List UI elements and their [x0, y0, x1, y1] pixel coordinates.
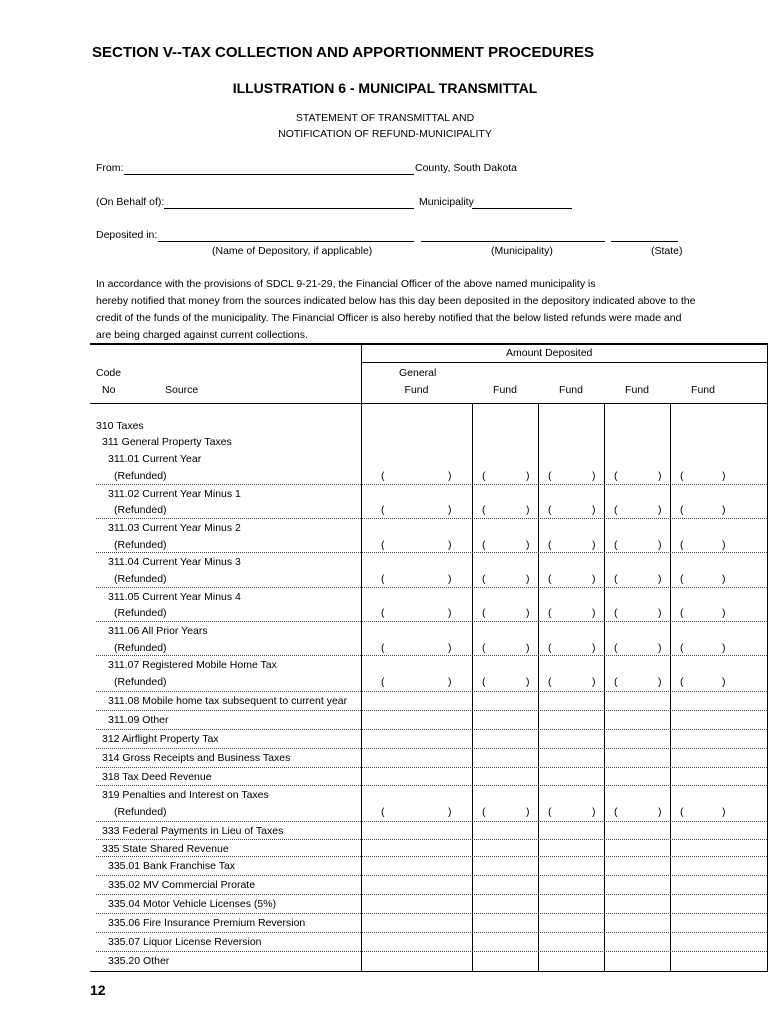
table-row-label: 335.06 Fire Insurance Premium Reversion — [108, 917, 306, 929]
row-rule — [96, 932, 767, 933]
table-row-label: 311.06 All Prior Years — [108, 625, 208, 637]
source-label: Source — [165, 384, 199, 396]
refund-close-paren: ) — [526, 573, 530, 585]
refund-close-paren: ) — [448, 806, 452, 818]
table-bottom-rule — [90, 971, 768, 972]
notification-paragraph — [96, 276, 696, 344]
row-rule — [96, 875, 767, 876]
refund-open-paren: ( — [680, 806, 684, 818]
table-row-label: 310 Taxes — [96, 420, 144, 432]
table-row-label: (Refunded) — [114, 642, 167, 654]
refund-open-paren: ( — [548, 676, 552, 688]
row-rule — [96, 518, 767, 519]
refund-close-paren: ) — [722, 806, 726, 818]
refund-close-paren: ) — [592, 642, 596, 654]
refund-open-paren: ( — [614, 676, 618, 688]
refund-open-paren: ( — [381, 642, 385, 654]
refund-open-paren: ( — [381, 573, 385, 585]
refund-open-paren: ( — [614, 607, 618, 619]
refund-open-paren: ( — [680, 470, 684, 482]
section-title: SECTION V--TAX COLLECTION AND APPORTIONMENT PROCEDURES — [92, 44, 594, 61]
depository-state-field[interactable] — [611, 241, 678, 242]
state-caption: (State) — [651, 245, 683, 257]
row-rule — [96, 587, 767, 588]
refund-close-paren: ) — [526, 676, 530, 688]
refund-close-paren: ) — [448, 470, 452, 482]
amount-deposited-rule — [361, 362, 767, 363]
from-field[interactable] — [124, 174, 414, 175]
refund-close-paren: ) — [526, 539, 530, 551]
paragraph-line: credit of the funds of the municipality. The Financial Officer is also hereby notified that the below listed refunds were made and — [96, 312, 682, 324]
refund-close-paren: ) — [658, 573, 662, 585]
table-row-label: 311.05 Current Year Minus 4 — [108, 591, 241, 603]
refund-close-paren: ) — [592, 504, 596, 516]
refund-close-paren: ) — [722, 539, 726, 551]
table-row-label: 311.03 Current Year Minus 2 — [108, 522, 241, 534]
refund-open-paren: ( — [614, 573, 618, 585]
refund-open-paren: ( — [548, 642, 552, 654]
table-row-label: 311.07 Registered Mobile Home Tax — [108, 659, 277, 671]
page-number: 12 — [90, 982, 106, 998]
column-rule — [538, 403, 539, 971]
municipality-field[interactable] — [472, 208, 572, 209]
refund-open-paren: ( — [680, 607, 684, 619]
column-rule — [604, 403, 605, 971]
column-rule — [670, 403, 671, 971]
county-label: County, South Dakota — [415, 162, 517, 174]
paragraph-line: In accordance with the provisions of SDCL 9-21-29, the Financial Officer of the above named municipality is — [96, 278, 596, 290]
refund-close-paren: ) — [592, 573, 596, 585]
row-rule — [96, 951, 767, 952]
fund-column-label: Fund — [493, 384, 517, 396]
table-row-label: (Refunded) — [114, 470, 167, 482]
row-rule — [96, 655, 767, 656]
refund-close-paren: ) — [592, 676, 596, 688]
refund-open-paren: ( — [548, 504, 552, 516]
table-right-border — [767, 343, 768, 971]
refund-open-paren: ( — [548, 539, 552, 551]
behalf-label: (On Behalf of): — [96, 196, 165, 208]
refund-open-paren: ( — [548, 573, 552, 585]
deposited-label: Deposited in: — [96, 229, 158, 241]
no-label: No — [102, 384, 116, 396]
refund-open-paren: ( — [548, 806, 552, 818]
depository-municipality-field[interactable] — [421, 241, 605, 242]
row-rule — [96, 913, 767, 914]
refund-close-paren: ) — [722, 607, 726, 619]
refund-open-paren: ( — [381, 504, 385, 516]
refund-open-paren: ( — [614, 504, 618, 516]
statement-title-line-1: STATEMENT OF TRANSMITTAL AND — [295, 112, 475, 124]
row-rule — [96, 785, 767, 786]
amount-deposited-label: Amount Deposited — [506, 347, 593, 359]
table-row-label: 335.04 Motor Vehicle Licenses (5%) — [108, 898, 277, 910]
refund-open-paren: ( — [381, 676, 385, 688]
row-rule — [96, 856, 767, 857]
paragraph-line: hereby notified that money from the sources indicated below has this day been deposited in the depository indicated above to the — [96, 295, 696, 307]
refund-close-paren: ) — [526, 607, 530, 619]
row-rule — [96, 621, 767, 622]
table-row-label: (Refunded) — [114, 573, 167, 585]
refund-open-paren: ( — [614, 806, 618, 818]
table-top-rule — [90, 343, 768, 345]
row-rule — [96, 691, 767, 692]
table-row-label: (Refunded) — [114, 607, 167, 619]
statement-title-line-2: NOTIFICATION OF REFUND-MUNICIPALITY — [278, 128, 492, 140]
refund-open-paren: ( — [381, 470, 385, 482]
refund-open-paren: ( — [548, 470, 552, 482]
refund-open-paren: ( — [482, 573, 486, 585]
table-row-label: 311.01 Current Year — [108, 453, 202, 465]
refund-close-paren: ) — [526, 470, 530, 482]
refund-open-paren: ( — [482, 676, 486, 688]
table-row-label: 335.20 Other — [108, 955, 170, 967]
refund-close-paren: ) — [658, 470, 662, 482]
table-row-label: (Refunded) — [114, 504, 167, 516]
refund-close-paren: ) — [592, 806, 596, 818]
refund-open-paren: ( — [482, 470, 486, 482]
row-rule — [96, 821, 767, 822]
refund-close-paren: ) — [448, 642, 452, 654]
refund-close-paren: ) — [722, 470, 726, 482]
refund-open-paren: ( — [614, 470, 618, 482]
general-label: General — [399, 367, 437, 379]
row-rule — [96, 729, 767, 730]
refund-close-paren: ) — [448, 676, 452, 688]
behalf-field[interactable] — [164, 208, 414, 209]
refund-open-paren: ( — [680, 642, 684, 654]
depository-name-field[interactable] — [158, 241, 414, 242]
code-label: Code — [96, 367, 122, 379]
table-row-label: 311.08 Mobile home tax subsequent to current year — [108, 695, 348, 707]
refund-close-paren: ) — [722, 573, 726, 585]
refund-close-paren: ) — [722, 676, 726, 688]
refund-open-paren: ( — [482, 607, 486, 619]
refund-close-paren: ) — [448, 573, 452, 585]
table-row-label: 333 Federal Payments in Lieu of Taxes — [102, 825, 284, 837]
refund-close-paren: ) — [658, 607, 662, 619]
refund-close-paren: ) — [658, 504, 662, 516]
refund-close-paren: ) — [448, 607, 452, 619]
name-depository-caption: (Name of Depository, if applicable) — [212, 245, 373, 257]
municipality-caption: (Municipality) — [491, 245, 553, 257]
table-row-label: (Refunded) — [114, 806, 167, 818]
refund-open-paren: ( — [381, 539, 385, 551]
table-row-label: 335.07 Liquor License Reversion — [108, 936, 262, 948]
row-rule — [96, 839, 767, 840]
refund-open-paren: ( — [381, 607, 385, 619]
refund-close-paren: ) — [722, 504, 726, 516]
refund-open-paren: ( — [482, 539, 486, 551]
refund-close-paren: ) — [526, 504, 530, 516]
table-row-label: 314 Gross Receipts and Business Taxes — [102, 752, 291, 764]
refund-open-paren: ( — [680, 676, 684, 688]
column-rule — [361, 343, 362, 971]
row-rule — [96, 484, 767, 485]
refund-close-paren: ) — [658, 642, 662, 654]
table-row-label: 335 State Shared Revenue — [102, 843, 229, 855]
table-row-label: 311 General Property Taxes — [102, 436, 232, 448]
refund-open-paren: ( — [482, 504, 486, 516]
refund-close-paren: ) — [592, 539, 596, 551]
refund-open-paren: ( — [381, 806, 385, 818]
fund-column-label: Fund — [559, 384, 583, 396]
refund-close-paren: ) — [448, 539, 452, 551]
refund-open-paren: ( — [614, 539, 618, 551]
refund-close-paren: ) — [658, 806, 662, 818]
refund-close-paren: ) — [592, 607, 596, 619]
table-row-label: 311.04 Current Year Minus 3 — [108, 556, 241, 568]
table-row-label: 335.01 Bank Franchise Tax — [108, 860, 236, 872]
row-rule — [96, 552, 767, 553]
row-rule — [96, 767, 767, 768]
table-row-label: (Refunded) — [114, 676, 167, 688]
refund-open-paren: ( — [482, 806, 486, 818]
paragraph-line: are being charged against current collections. — [96, 329, 308, 341]
table-row-label: 312 Airflight Property Tax — [102, 733, 219, 745]
refund-close-paren: ) — [592, 470, 596, 482]
table-row-label: (Refunded) — [114, 539, 167, 551]
refund-close-paren: ) — [722, 642, 726, 654]
refund-close-paren: ) — [658, 539, 662, 551]
refund-close-paren: ) — [526, 806, 530, 818]
refund-close-paren: ) — [448, 504, 452, 516]
refund-open-paren: ( — [614, 642, 618, 654]
refund-open-paren: ( — [680, 573, 684, 585]
header-bottom-rule — [90, 403, 768, 404]
fund-column-label: Fund — [691, 384, 715, 396]
refund-open-paren: ( — [548, 607, 552, 619]
refund-close-paren: ) — [526, 642, 530, 654]
table-row-label: 319 Penalties and Interest on Taxes — [102, 789, 269, 801]
refund-open-paren: ( — [680, 539, 684, 551]
municipality-label: Municipality — [419, 196, 474, 208]
row-rule — [96, 710, 767, 711]
fund-column-label: Fund — [404, 384, 429, 396]
refund-close-paren: ) — [658, 676, 662, 688]
illustration-title: ILLUSTRATION 6 - MUNICIPAL TRANSMITTAL — [232, 80, 538, 96]
column-rule — [472, 403, 473, 971]
fund-column-label: Fund — [625, 384, 649, 396]
refund-open-paren: ( — [482, 642, 486, 654]
row-rule — [96, 748, 767, 749]
from-label: From: — [96, 162, 124, 174]
table-row-label: 311.02 Current Year Minus 1 — [108, 488, 241, 500]
table-row-label: 311.09 Other — [108, 714, 169, 726]
table-row-label: 335.02 MV Commercial Prorate — [108, 879, 256, 891]
row-rule — [96, 894, 767, 895]
table-row-label: 318 Tax Deed Revenue — [102, 771, 212, 783]
refund-open-paren: ( — [680, 504, 684, 516]
